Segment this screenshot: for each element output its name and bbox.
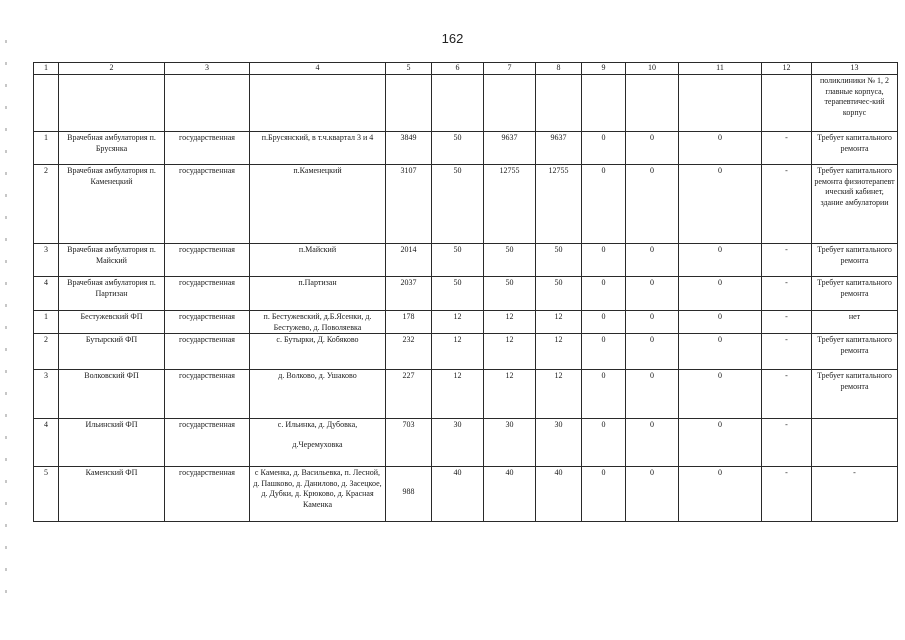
table-row [34,75,898,132]
table-cell [626,75,679,132]
address-line: д.Черемуховка [292,439,343,449]
table-cell [250,75,386,132]
table-cell: Волковский ФП [59,370,165,419]
table-cell: 4 [34,277,59,311]
table-cell: государственная [165,165,250,244]
header-row [34,63,898,75]
table-row [34,311,898,334]
table-cell: 1 [34,132,59,165]
table-cell: 12 [432,334,484,370]
table-cell: 9637 [484,132,536,165]
table-cell [165,75,250,132]
table-cell: 40 [432,467,484,522]
table-cell: 2037 [386,277,432,311]
table-cell [536,75,582,132]
table-cell: 50 [432,132,484,165]
table-cell: 9637 [536,132,582,165]
table-cell: государственная [165,311,250,334]
table-cell: 0 [626,334,679,370]
address-line: с. Ильинка, д. Дубовка, [277,420,358,429]
table-cell: 0 [626,370,679,419]
table-cell: - [762,244,812,277]
page-number: 162 [441,31,464,46]
table-cell: 0 [679,467,762,522]
table-cell: 0 [679,334,762,370]
table-cell: 0 [582,132,626,165]
table-cell-condition [812,419,898,467]
header-cell: 12 [762,63,812,75]
table-cell: Ильинский ФП [59,419,165,467]
table-cell: 0 [679,277,762,311]
table-cell: 40 [484,467,536,522]
table-cell-condition: Требует капитального ремонта [812,132,898,165]
table-row [34,132,898,165]
table-cell: 50 [484,277,536,311]
table-cell: Врачебная амбулатория п. Майский [59,244,165,277]
table-row [34,419,898,467]
table-row [34,165,898,244]
table-cell: государственная [165,132,250,165]
table-cell: 0 [679,165,762,244]
table-cell: 178 [386,311,432,334]
table-cell: 5 [34,467,59,522]
table-cell: - [762,132,812,165]
table-cell-condition: Требует капитального ремонта [812,334,898,370]
table-cell: 0 [582,311,626,334]
table-cell: п.Брусянский, в т.ч.квартал 3 и 4 [250,132,386,165]
facilities-table [33,62,898,522]
header-cell: 5 [386,63,432,75]
header-cell: 7 [484,63,536,75]
table-cell: 1 [34,311,59,334]
table-cell: 30 [536,419,582,467]
table-cell [59,75,165,132]
table-cell: с. Бутырки, Д. Кобяково [250,334,386,370]
table-cell: 12755 [484,165,536,244]
table-row [34,277,898,311]
table-cell-condition: Требует капитального ремонта физиотерапевт ический кабинет, здание амбулатории [812,165,898,244]
table-cell-condition: Требует капитального ремонта [812,244,898,277]
header-cell: 10 [626,63,679,75]
table-cell: 12 [484,370,536,419]
table-cell: - [762,370,812,419]
table-cell: государственная [165,277,250,311]
header-cell: 1 [34,63,59,75]
table-cell: 3 [34,244,59,277]
table-cell: - [762,165,812,244]
table-row [34,467,898,522]
table-cell: 12 [536,311,582,334]
table-cell: - [762,277,812,311]
table-cell: - [762,419,812,467]
table-cell: д. Волково, д. Ушаково [250,370,386,419]
table-cell: 703 [386,419,432,467]
table-row [34,244,898,277]
table-row [34,334,898,370]
header-cell: 3 [165,63,250,75]
table-cell: п.Майский [250,244,386,277]
table-cell: п.Каменецкий [250,165,386,244]
table-cell: 0 [679,311,762,334]
table-cell: 50 [536,244,582,277]
table-cell [386,75,432,132]
table-cell: 0 [626,311,679,334]
table-cell [484,75,536,132]
table-cell: государственная [165,370,250,419]
table-row [34,370,898,419]
header-cell: 11 [679,63,762,75]
table-cell: 0 [626,277,679,311]
table-cell-condition: поликлиники № 1, 2 главные корпуса, терапевтичес-кий корпус [812,75,898,132]
table-cell: 50 [432,165,484,244]
table-cell: 0 [582,419,626,467]
table-cell: государственная [165,467,250,522]
table-cell: 0 [679,132,762,165]
table-cell: 0 [679,370,762,419]
table-cell: 50 [536,277,582,311]
header-cell: 8 [536,63,582,75]
table-cell: Врачебная амбулатория п. Каменецкий [59,165,165,244]
table-cell: 12 [432,311,484,334]
table-cell: 4 [34,419,59,467]
table-cell: государственная [165,334,250,370]
table-cell [34,75,59,132]
table-cell: 988 [386,467,432,522]
table-cell: 0 [582,467,626,522]
table-cell: 0 [679,419,762,467]
table-cell: 50 [432,244,484,277]
table-cell: 50 [484,244,536,277]
table-cell: п.Партизан [250,277,386,311]
table-cell: 0 [626,419,679,467]
table-cell-condition: Требует капитального ремонта [812,370,898,419]
table-cell: Бутырский ФП [59,334,165,370]
table-cell: 232 [386,334,432,370]
header-cell: 2 [59,63,165,75]
table-cell: 30 [432,419,484,467]
table-cell-address [250,419,386,467]
table-cell: 12 [536,334,582,370]
table-cell: 12 [484,334,536,370]
table-cell: п. Бестужевский, д.Б.Ясенки, д. Бестужево, д. Поволяевка [250,311,386,334]
table-cell: государственная [165,244,250,277]
table-cell: 0 [582,165,626,244]
table-cell: 3849 [386,132,432,165]
table-cell: 0 [582,244,626,277]
table-cell: 0 [582,277,626,311]
table-cell: 2 [34,165,59,244]
table-cell: 0 [626,244,679,277]
table-cell: Врачебная амбулатория п. Партизан [59,277,165,311]
table-cell: Каменский ФП [59,467,165,522]
table-cell-condition: Требует капитального ремонта [812,277,898,311]
table-cell: 12 [536,370,582,419]
table-cell: Бестужевский ФП [59,311,165,334]
table-cell: 2 [34,334,59,370]
table-cell: 0 [582,370,626,419]
scan-margin-marks [5,40,7,600]
header-cell: 9 [582,63,626,75]
table-cell: 0 [626,165,679,244]
table-cell: - [762,311,812,334]
table-cell: 12755 [536,165,582,244]
table-cell: - [762,467,812,522]
table-cell: 2014 [386,244,432,277]
table-cell [582,75,626,132]
table-cell: 40 [536,467,582,522]
table-cell: 50 [432,277,484,311]
table-cell: 12 [484,311,536,334]
table-cell: - [762,334,812,370]
table-cell: 30 [484,419,536,467]
table-cell: с Каменка, д. Васильевка, п. Лесной, д. Пашково, д. Данилово, д. Засецкое, д. Дубки, д. Крюково, д. Красная Каменка [250,467,386,522]
table-cell: 3107 [386,165,432,244]
header-cell: 13 [812,63,898,75]
table-cell-condition: - [812,467,898,522]
table-cell: 0 [582,334,626,370]
table-cell: 0 [626,467,679,522]
table-cell [679,75,762,132]
table-cell: государственная [165,419,250,467]
table-cell: Врачебная амбулатория п. Брусянка [59,132,165,165]
table-cell: 0 [679,244,762,277]
table-cell-condition: нет [812,311,898,334]
table-cell: 227 [386,370,432,419]
table-cell [432,75,484,132]
table-cell: 3 [34,370,59,419]
header-cell: 6 [432,63,484,75]
header-cell: 4 [250,63,386,75]
table-cell [762,75,812,132]
table-cell: 0 [626,132,679,165]
table-cell: 12 [432,370,484,419]
